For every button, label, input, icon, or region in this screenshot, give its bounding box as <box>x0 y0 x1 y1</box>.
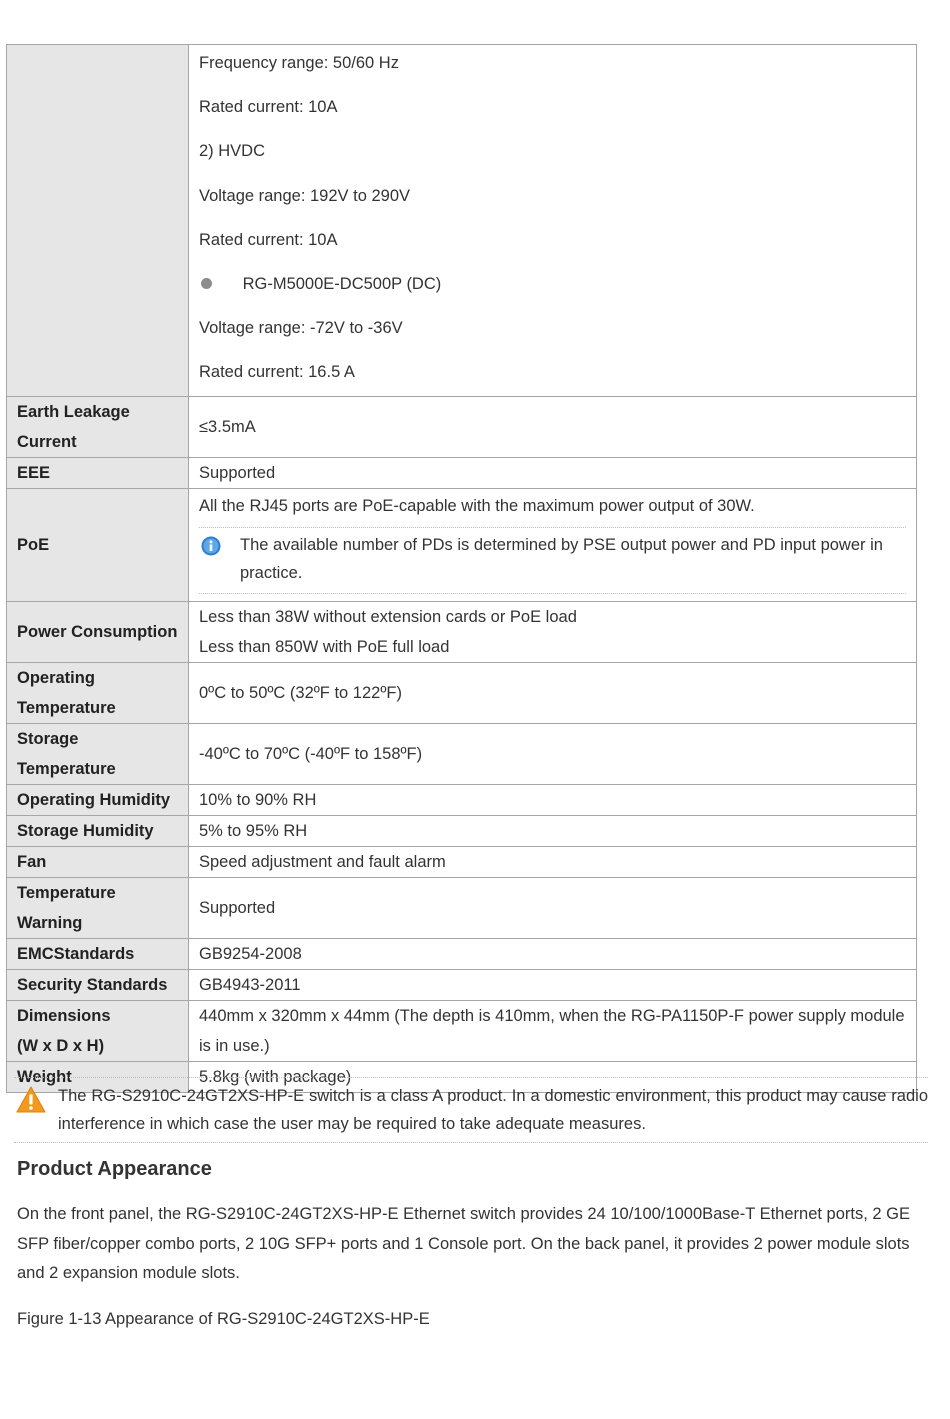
table-row <box>7 785 917 816</box>
info-note <box>199 527 906 594</box>
value-line: Less than 850W with PoE full load <box>199 638 450 657</box>
table-row <box>7 602 917 663</box>
table-value-cell: 5% to 95% RH <box>189 816 917 847</box>
table-value-cell: 440mm x 320mm x 44mm (The depth is 410mm, when the RG-PA1150P-F power supply module is in use.) <box>189 1001 917 1062</box>
table-row <box>7 45 917 397</box>
table-value-cell: GB9254-2008 <box>189 939 917 970</box>
continuation-line: Rated current: 16.5 A <box>199 363 355 382</box>
table-value-cell: 10% to 90% RH <box>189 785 917 816</box>
table-value-cell: Speed adjustment and fault alarm <box>189 847 917 878</box>
table-value-cell: Supported <box>189 458 917 489</box>
info-icon <box>201 536 221 556</box>
table-value-cell: Supported <box>189 878 917 939</box>
table-row <box>7 878 917 939</box>
table-row <box>7 489 917 602</box>
table-value-cell: 0ºC to 50ºC (32ºF to 122ºF) <box>189 663 917 724</box>
continuation-line: Voltage range: 192V to 290V <box>199 186 411 205</box>
table-key-cell <box>7 1001 189 1062</box>
warning-note <box>14 1077 928 1143</box>
info-note-text: The available number of PDs is determined by PSE output power and PD input power in practice. <box>240 535 883 582</box>
table-row <box>7 1001 917 1062</box>
table-key-cell: Security Standards <box>7 970 189 1001</box>
continuation-line: Voltage range: -72V to -36V <box>199 319 403 338</box>
bullet-text: RG-M5000E-DC500P (DC) <box>242 274 442 293</box>
table-key-cell: Operating Temperature <box>7 663 189 724</box>
table-key-cell: EMCStandards <box>7 939 189 970</box>
section-heading: Product Appearance <box>17 1158 212 1180</box>
table-row <box>7 847 917 878</box>
continuation-line: Frequency range: 50/60 Hz <box>199 54 399 72</box>
table-key-cell: Operating Humidity <box>7 785 189 816</box>
bullet-item <box>199 269 906 313</box>
key-line: (W x D x H) <box>17 1037 105 1056</box>
key-line: Dimensions <box>17 1007 111 1026</box>
continuation-line: Rated current: 10A <box>199 98 338 117</box>
continuation-line: 2) HVDC <box>199 142 266 161</box>
table-value-cell <box>189 602 917 663</box>
table-key-cell: PoE <box>7 489 189 602</box>
figure-caption: Figure 1-13 Appearance of RG-S2910C-24GT2XS-HP-E <box>17 1310 430 1328</box>
table-row <box>7 816 917 847</box>
warning-note-text: The RG-S2910C-24GT2XS-HP-E switch is a class A product. In a domestic environment, this product may cause radio interference in which case the user may be required to take adequate measures. <box>58 1087 928 1133</box>
warning-triangle-icon <box>16 1086 46 1114</box>
table-row <box>7 724 917 785</box>
body-paragraph: On the front panel, the RG-S2910C-24GT2XS-HP-E Ethernet switch provides 24 10/100/1000Base-T Ethernet ports, 2 GE SFP fiber/copper combo ports, 2 10G SFP+ ports and 1 Console port. On the back panel, it provides 2 power module slots and 2 expansion module slots. <box>17 1205 911 1282</box>
table-key-cell: Power Consumption <box>7 602 189 663</box>
table-row <box>7 397 917 458</box>
table-value-cell: -40ºC to 70ºC (-40ºF to 158ºF) <box>189 724 917 785</box>
spec-table <box>6 44 917 1093</box>
bullet-icon <box>201 278 212 289</box>
table-value-cell <box>189 45 917 397</box>
continuation-line: Rated current: 10A <box>199 230 338 249</box>
table-value-cell: ≤3.5mA <box>189 397 917 458</box>
table-value-cell: GB4943-2011 <box>189 970 917 1001</box>
table-key-cell: Fan <box>7 847 189 878</box>
value-line: Less than 38W without extension cards or PoE load <box>199 608 577 627</box>
table-row <box>7 970 917 1001</box>
poe-value-text: All the RJ45 ports are PoE-capable with the maximum power output of 30W. <box>199 496 755 515</box>
table-key-cell: Weight <box>7 1062 189 1093</box>
table-value-cell <box>189 489 917 602</box>
table-key-cell: Storage Humidity <box>7 816 189 847</box>
table-row <box>7 458 917 489</box>
table-row <box>7 939 917 970</box>
table-key-cell <box>7 45 189 397</box>
table-row <box>7 663 917 724</box>
table-key-cell: Storage Temperature <box>7 724 189 785</box>
table-key-cell: EEE <box>7 458 189 489</box>
table-value-cell: 5.8kg (with package) <box>189 1062 917 1093</box>
table-key-cell: Earth Leakage Current <box>7 397 189 458</box>
table-key-cell: Temperature Warning <box>7 878 189 939</box>
